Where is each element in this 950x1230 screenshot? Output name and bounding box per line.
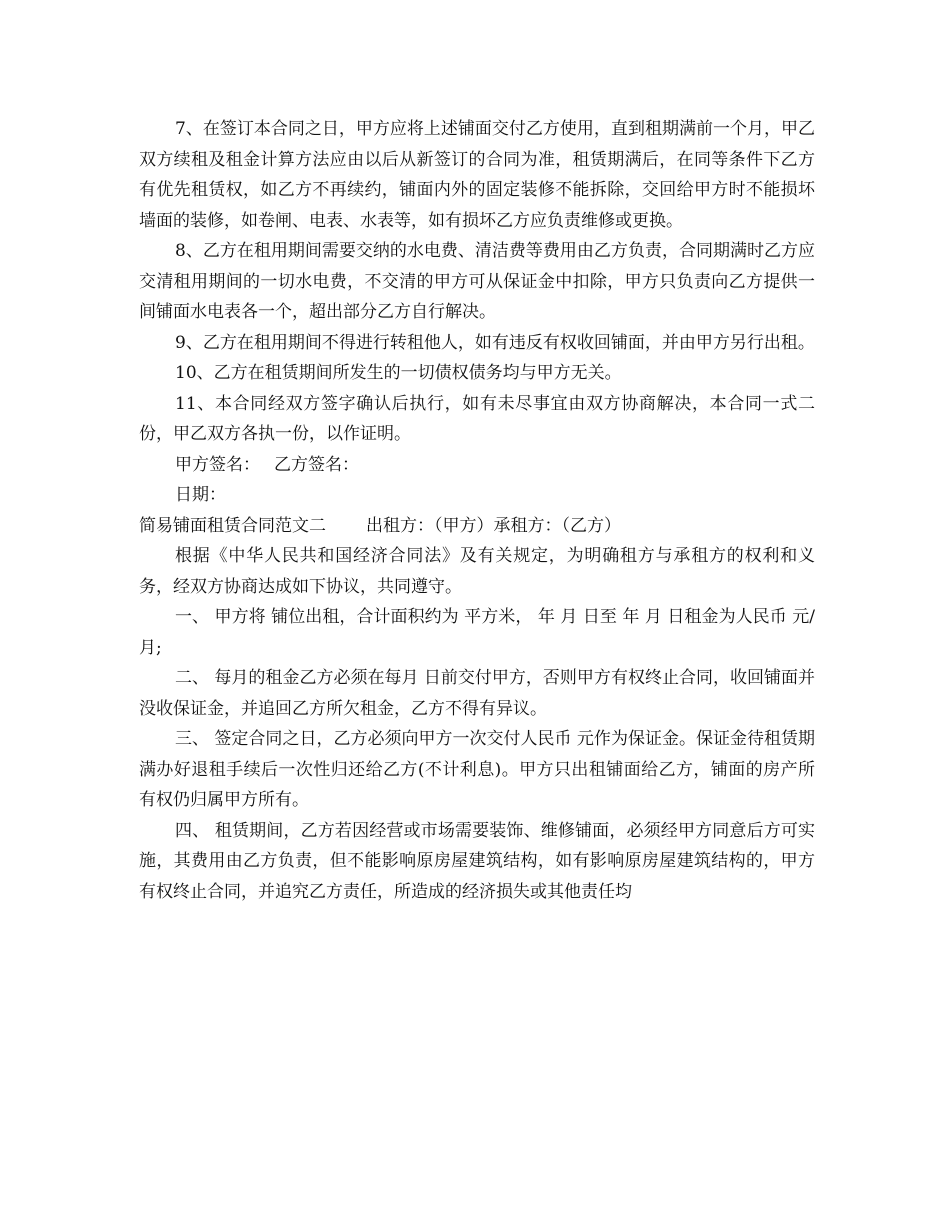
contract-two-heading: [139, 511, 815, 542]
date-label: 日期：: [175, 485, 226, 505]
article-1: 一、 甲方将 铺位出租，合计面积约为 平方米， 年 月 日至 年 月 日租金为人民币 元/月;: [139, 607, 815, 658]
clause-10: 10、乙方在租赁期间所发生的一切债权债务均与甲方无关。: [175, 363, 622, 383]
clause-11: 11、本合同经双方签字确认后执行，如有未尽事宜由双方协商解决，本合同一式二份，甲乙双方各执一份，以作证明。: [139, 393, 815, 444]
contract-parties: 出租方：（甲方）承租方：（乙方）: [366, 515, 621, 536]
article-4: 四、 租赁期间，乙方若因经营或市场需要装饰、维修铺面，必须经甲方同意后方可实施，其费用由乙方负责，但不能影响原房屋建筑结构，如有影响原房屋建筑结构的，甲方有权终止合同，并追究乙方责任，所造成的经济损失或其他责任均: [139, 820, 815, 902]
party-b-signature-label: 乙方签名：: [274, 454, 359, 475]
document-body: [139, 114, 815, 907]
clause-8: 8、乙方在租用期间需要交纳的水电费、清洁费等费用由乙方负责，合同期满时乙方应交清租用期间的一切水电费，不交清的甲方可从保证金中扣除，甲方只负责向乙方提供一间铺面水电表各一个，超出部分乙方自行解决。: [139, 241, 815, 322]
contract-two-title: 简易铺面租赁合同范文二: [139, 515, 326, 536]
party-a-signature-label: 甲方签名：: [175, 454, 260, 475]
clause-9: 9、乙方在租用期间不得进行转租他人，如有违反有权收回铺面，并由甲方另行出租。: [175, 332, 815, 353]
contract-preamble: 根据《中华人民共和国经济合同法》及有关规定，为明确租方与承租方的权利和义务，经双方协商达成如下协议，共同遵守。: [139, 546, 815, 597]
signature-line: [139, 450, 815, 481]
clause-7: 7、在签订本合同之日，甲方应将上述铺面交付乙方使用，直到租期满前一个月，甲乙双方续租及租金计算方法应由以后从新签订的合同为准，租赁期满后，在同等条件下乙方有优先租赁权，如乙方不再续约，铺面内外的固定装修不能拆除，交回给甲方时不能损坏墙面的装修，如卷闸、电表、水表等，如有损坏乙方应负责维修或更换。: [139, 119, 815, 231]
article-2: 二、 每月的租金乙方必须在每月 日前交付甲方，否则甲方有权终止合同，收回铺面并没收保证金，并追回乙方所欠租金，乙方不得有异议。: [139, 668, 815, 719]
article-3: 三、 签定合同之日，乙方必须向甲方一次交付人民币 元作为保证金。保证金待租赁期满办好退租手续后一次性归还给乙方(不计利息)。甲方只出租铺面给乙方，铺面的房产所有权仍归属甲方所有。: [139, 729, 815, 810]
